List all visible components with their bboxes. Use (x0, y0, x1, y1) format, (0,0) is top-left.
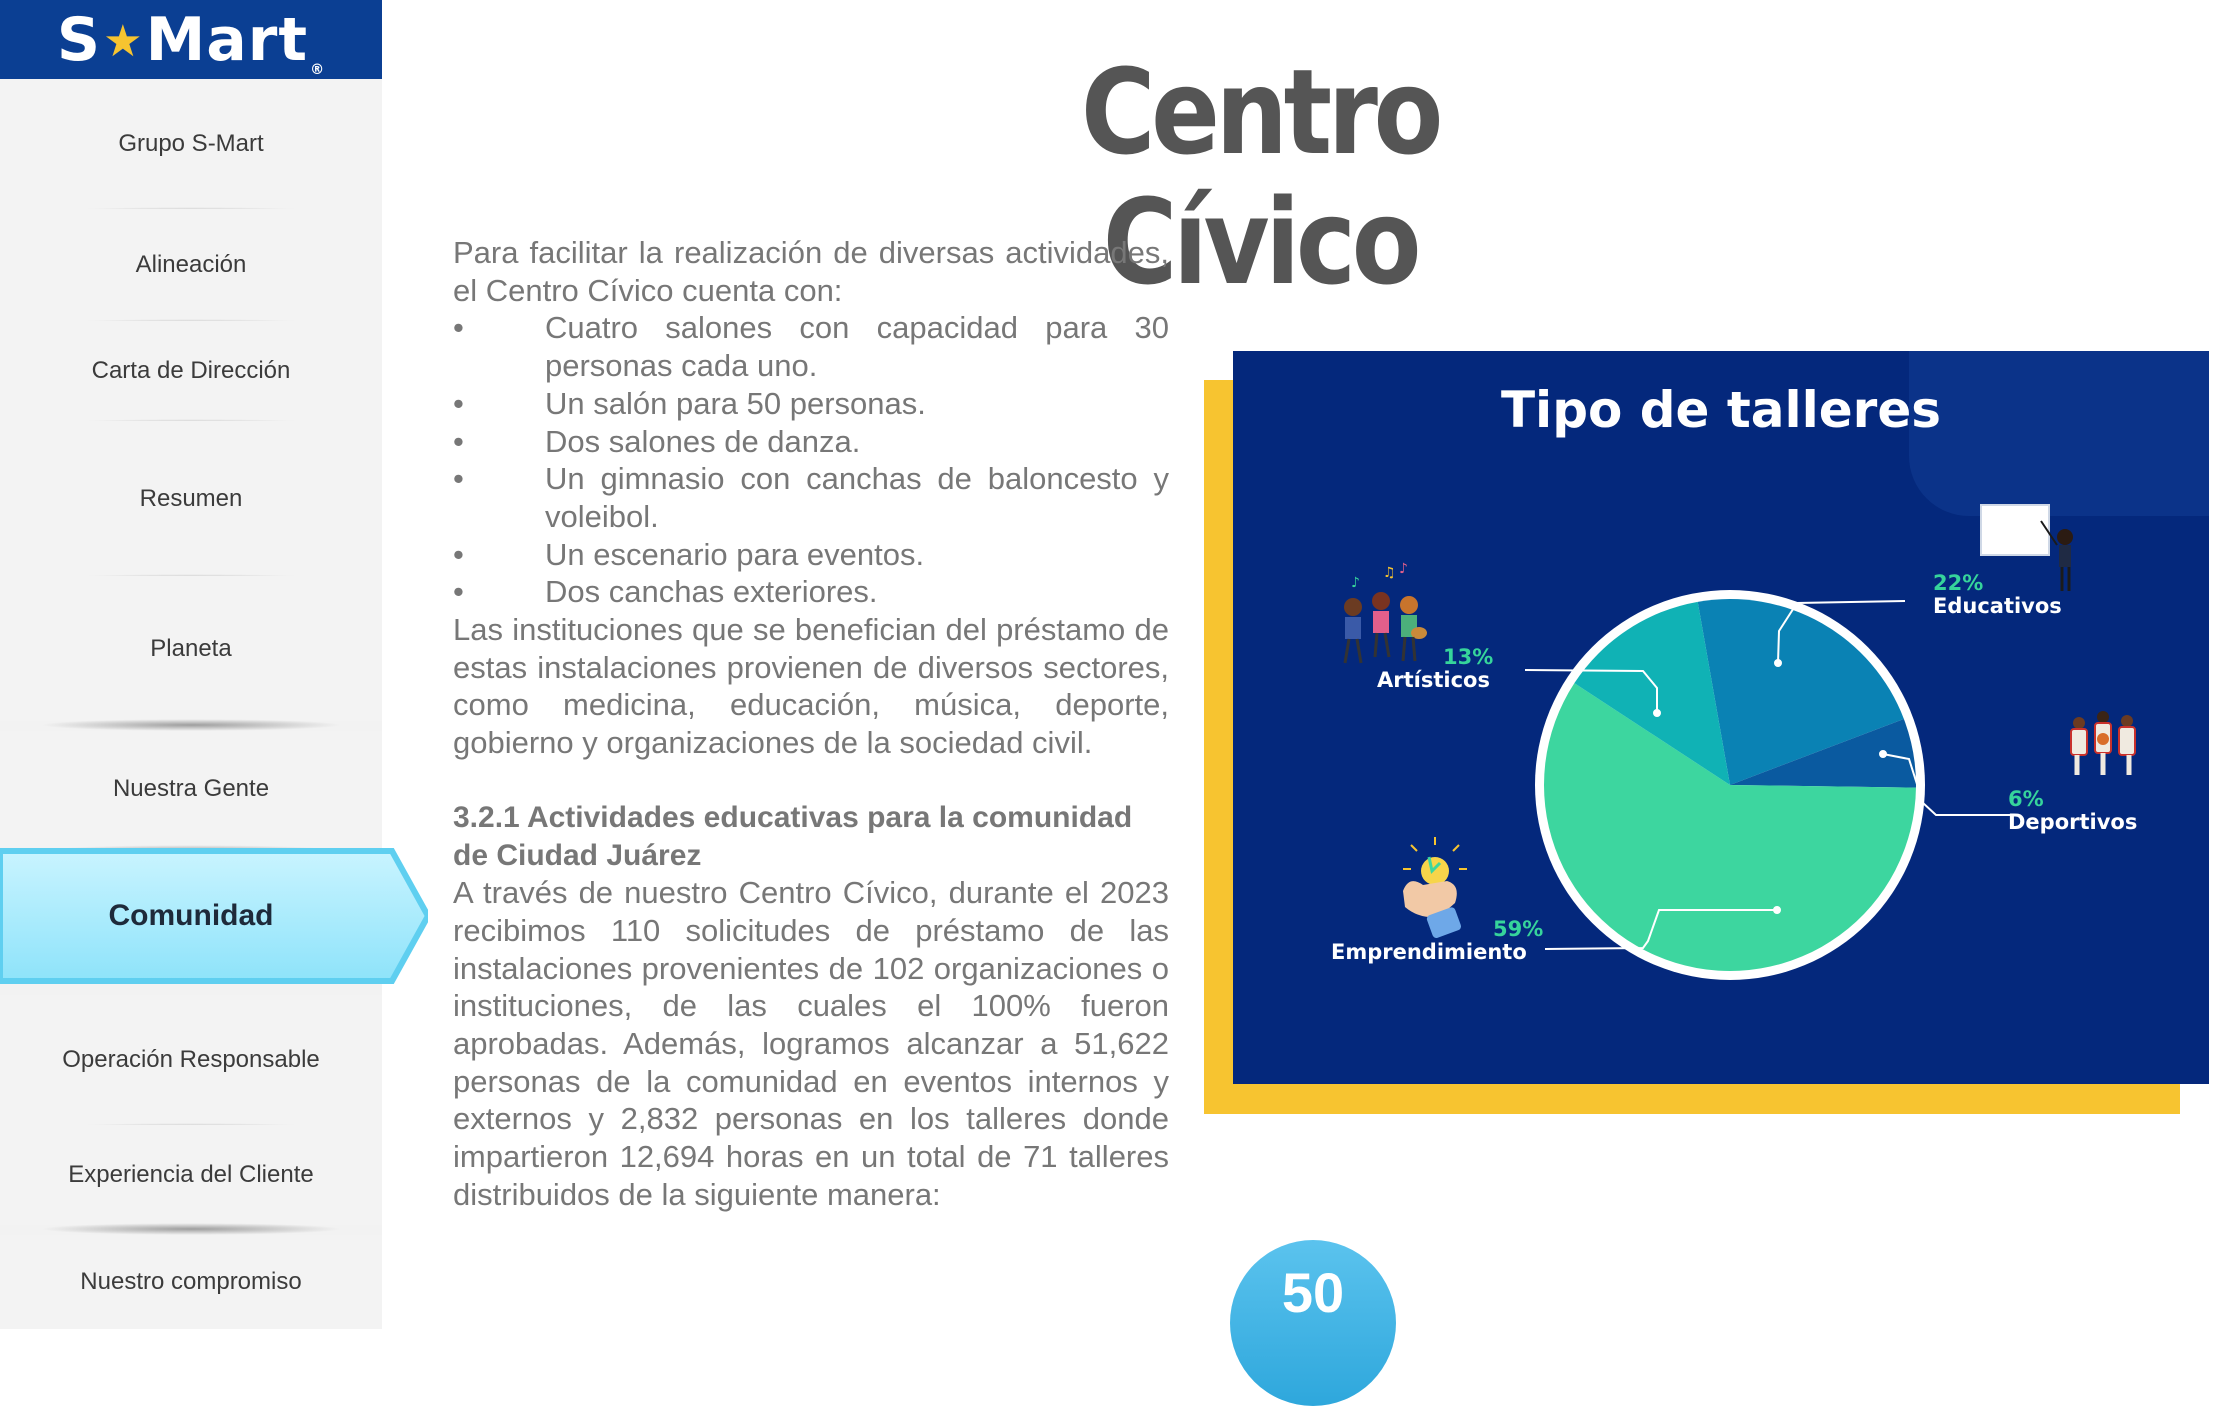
page-title: Centro Cívico (1080, 43, 1440, 311)
pct-label-educativos: 22% (1933, 571, 1984, 595)
slice-label-artisticos: Artísticos (1377, 668, 1490, 692)
pct-label-emprendimiento: 59% (1493, 917, 1544, 941)
svg-text:♪: ♪ (1399, 561, 1408, 577)
body-text (453, 234, 1169, 1214)
facility-list-item: • Dos salones de danza. (453, 423, 861, 459)
facility-list-item: • Un salón para 50 personas. (453, 385, 926, 421)
musicians-icon (1344, 561, 1427, 663)
nav-item-resumen[interactable]: Resumen (0, 421, 382, 576)
leader-dot-educativos (1775, 660, 1781, 666)
logo-text: S★Mart $_®$ (56, 4, 326, 78)
sidebar (0, 0, 382, 1329)
nav-item-carta-direccion[interactable]: Carta de Dirección (0, 321, 382, 421)
pct-label-artisticos: 13% (1443, 645, 1494, 669)
leader-dot-deportivos (1880, 751, 1886, 757)
nav-item-nuestro-compromiso[interactable]: Nuestro compromiso (0, 1235, 382, 1329)
svg-text:♪: ♪ (1351, 575, 1360, 591)
idea-hand-icon (1403, 837, 1467, 939)
teacher-icon (1981, 505, 2073, 591)
section-paragraph: A través de nuestro Centro Cívico, durante el 2023 recibimos 110 solicitudes de préstamo de las instalaciones provenientes de 102 organizaciones o instituciones, de las cuales el 100% fueron aprobadas. Además, logramos alcanzar a 51,622 personas de la comunidad en eventos internos y externos y 2,832 personas en los talleres donde impartieron 12,694 horas en un total de 71 talleres distribuidos de la siguiente manera: (453, 875, 1169, 1212)
nav-item-operacion-responsable[interactable]: Operación Responsable (0, 995, 382, 1125)
facility-list-item: • Un escenario para eventos. (453, 536, 925, 572)
pct-label-deportivos: 6% (2008, 787, 2044, 811)
nav-item-alineacion[interactable]: Alineación (0, 209, 382, 321)
nav-item-planeta[interactable]: Planeta (0, 576, 382, 721)
infographic-panel (1233, 351, 2209, 1084)
facility-list-item: • Dos canchas exteriores. (453, 574, 878, 610)
chart-title: Tipo de talleres (1500, 381, 1942, 439)
intro-paragraph: Para facilitar la realización de diversas actividades, el Centro Cívico cuenta con: (453, 235, 1169, 308)
slice-label-emprendimiento: Emprendimiento (1331, 940, 1527, 964)
institutions-paragraph: Las instituciones que se benefician del préstamo de estas instalaciones provienen de diversos sectores, como medicina, educación, música, deporte, gobierno y organizaciones de la sociedad civil. (453, 612, 1169, 761)
nav-item-grupo-smart[interactable]: Grupo S-Mart (0, 79, 382, 209)
nav-item-nuestra-gente[interactable]: Nuestra Gente (0, 731, 382, 847)
facility-list-item: • Un gimnasio con canchas de baloncesto y voleibol. (453, 461, 1169, 534)
page-number-badge (1230, 1240, 1396, 1406)
pie-chart (1233, 351, 2209, 1084)
section-heading: 3.2.1 Actividades educativas para la comunidad de Ciudad Juárez (453, 800, 1133, 872)
nav-item-experiencia-cliente[interactable]: Experiencia del Cliente (0, 1125, 382, 1225)
slice-label-educativos: Educativos (1933, 594, 2062, 618)
page-number: 50 (1281, 1261, 1345, 1324)
star-icon: ★ (103, 15, 144, 67)
athletes-icon (2071, 711, 2135, 775)
leader-dot-artisticos (1654, 710, 1660, 716)
leader-dot-emprendimiento (1774, 907, 1780, 913)
facility-list-item: • Cuatro salones con capacidad para 30 personas cada uno. (453, 310, 1169, 384)
svg-text:♫: ♫ (1383, 565, 1396, 581)
nav-item-comunidad-active[interactable]: Comunidad (0, 847, 428, 985)
slice-label-deportivos: Deportivos (2008, 810, 2138, 834)
smart-logo[interactable] (0, 0, 382, 79)
